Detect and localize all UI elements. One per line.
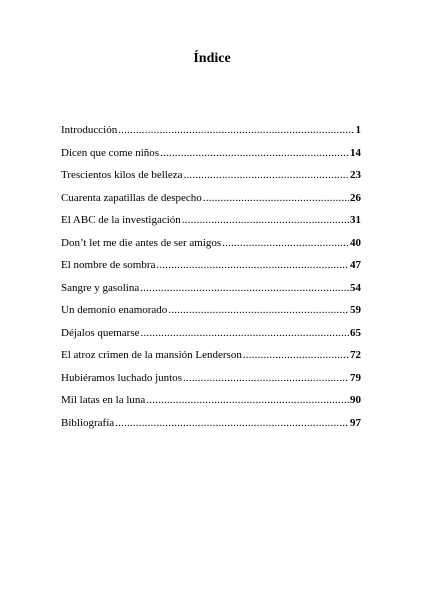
toc-entry-title: Trescientos kilos de belleza (61, 169, 183, 181)
toc-entry-page: 97 (350, 416, 361, 429)
toc-entry-page: 31 (350, 214, 361, 226)
dot-leader (183, 165, 349, 185)
toc-entry-page: 54 (350, 281, 361, 294)
toc-entry (61, 390, 361, 413)
dot-leader (168, 300, 349, 320)
dot-leader (182, 210, 349, 230)
toc-entry (61, 368, 361, 391)
toc-entry-title: El ABC de la investigación (61, 214, 181, 226)
toc-entry-title: Don’t let me die antes de ser amigos (61, 236, 222, 249)
toc-entry-title: El nombre de sombra (61, 259, 156, 271)
toc-entry-page: 40 (350, 236, 361, 249)
toc-entry-page: 79 (350, 371, 361, 384)
toc-entry-page: 72 (350, 349, 361, 361)
toc-entry-title: Sangre y gasolina (61, 281, 140, 294)
toc-entry-title: Déjalos quemarse (61, 326, 140, 339)
toc-entry-title: Cuarenta zapatillas de despecho (61, 191, 202, 204)
toc-entry (61, 210, 361, 233)
toc-entry (61, 188, 361, 211)
toc-entry-page: 65 (350, 326, 361, 339)
dot-leader (160, 143, 349, 163)
toc-entry (61, 120, 361, 143)
dot-leader (243, 345, 349, 365)
toc-entry-page: 14 (350, 146, 361, 159)
toc-entry-title: Hubiéramos luchado juntos (61, 371, 182, 384)
dot-leader (115, 413, 349, 433)
toc-entry-title: El atroz crimen de la mansión Lenderson (61, 349, 242, 361)
toc-entry (61, 323, 361, 346)
toc-entry (61, 165, 361, 188)
toc-entry (61, 143, 361, 166)
toc-entry-page: 59 (350, 304, 361, 316)
toc-entry-page: 1 (355, 124, 361, 136)
toc-entry (61, 300, 361, 323)
toc-entry (61, 233, 361, 256)
toc-entry-title: Mil latas en la luna (61, 394, 146, 406)
dot-leader (222, 233, 349, 253)
toc-entry (61, 345, 361, 368)
toc-entry-page: 23 (350, 169, 361, 181)
page-title: Índice (193, 51, 231, 66)
dot-leader (140, 278, 349, 298)
toc-entry-title: Dicen que come niños (61, 146, 160, 159)
toc-entry-title: Bibliografía (61, 416, 115, 429)
toc-entry (61, 255, 361, 278)
dot-leader (156, 255, 349, 275)
toc-entry-title: Un demonio enamorado (61, 304, 168, 316)
dot-leader (183, 368, 349, 388)
dot-leader (141, 323, 350, 343)
toc-entry (61, 413, 361, 436)
toc-entry-page: 90 (350, 394, 361, 406)
dot-leader (203, 188, 349, 208)
toc-entry-page: 26 (350, 191, 361, 204)
toc-entry-title: Introducción (61, 124, 118, 136)
toc-entry-page: 47 (350, 259, 361, 271)
table-of-contents (61, 120, 361, 435)
dot-leader (118, 120, 354, 140)
toc-entry (61, 278, 361, 301)
dot-leader (146, 390, 349, 410)
